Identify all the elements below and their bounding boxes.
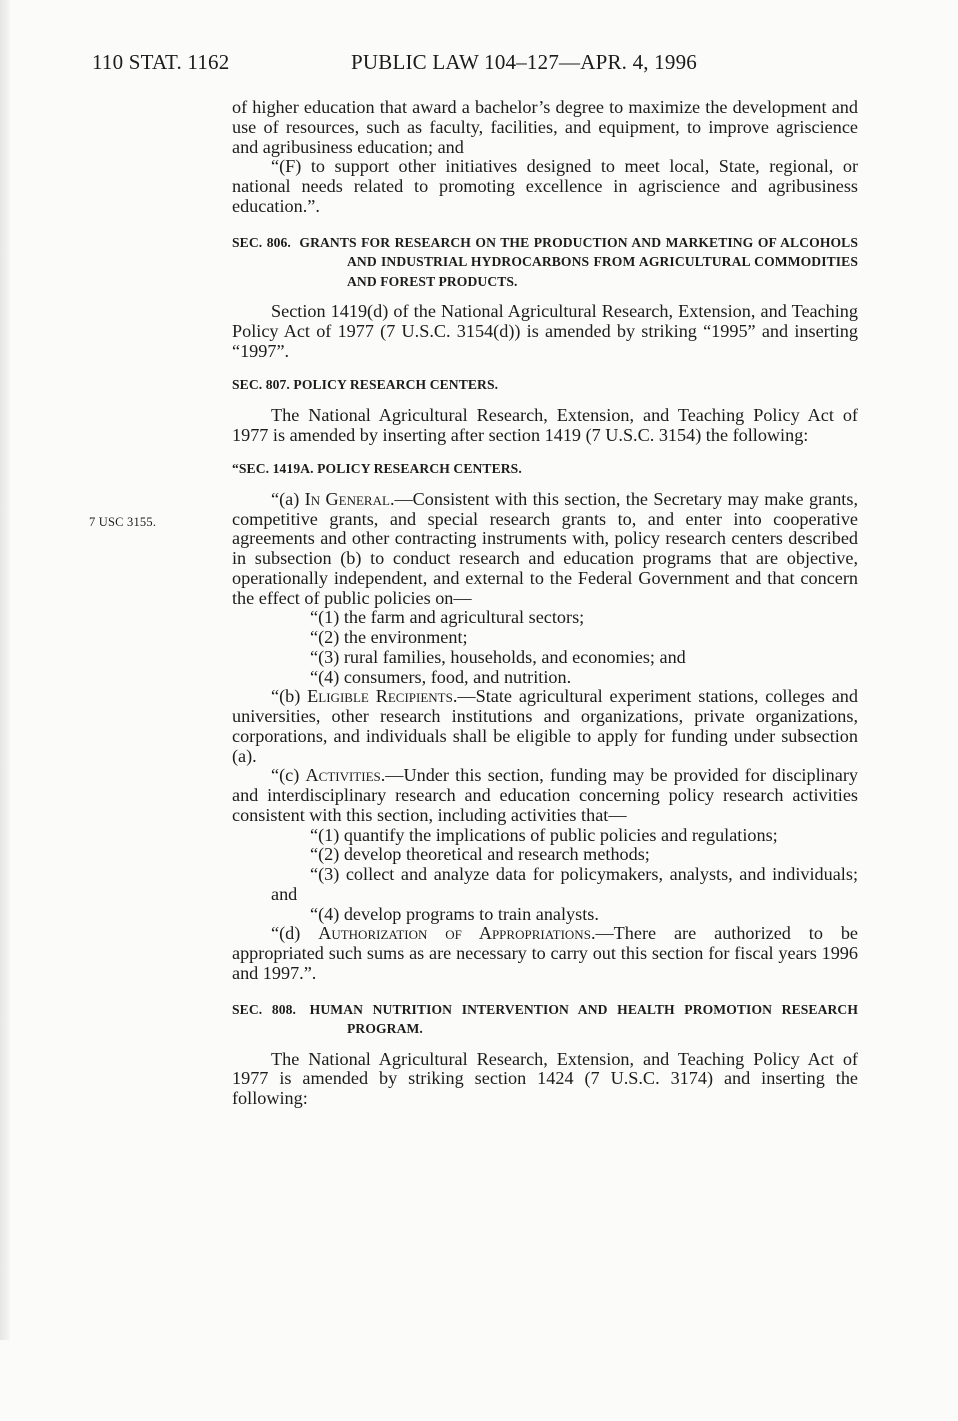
section-1419a-heading: “SEC. 1419A. POLICY RESEARCH CENTERS. xyxy=(232,461,522,477)
section-808-title: HUMAN NUTRITION INTERVENTION AND HEALTH PROMOTION RESEARCH PROGRAM. xyxy=(309,1001,858,1036)
subsection-c-text: .—Under this section, funding may be provided for disciplinary and interdisciplinary research and education concerning policy research activities consistent with this section, including activities that— xyxy=(232,765,859,825)
subsection-d-caption: Authorization of Appropriations xyxy=(318,923,591,944)
page-edge-shadow xyxy=(0,0,10,1340)
subsection-c-item-1: “(1) quantify the implications of public policies and regulations; xyxy=(310,824,778,845)
subsection-a-caption: In General xyxy=(304,488,390,509)
section-806-number: SEC. 806. xyxy=(232,234,291,250)
paragraph-f: “(F) to support other initiatives designed to meet local, State, regional, or national needs related to promoting excellence in agriscience and agribusiness education.”. xyxy=(232,156,858,216)
subsection-c-item-3: “(3) collect and analyze data for policymakers, analysts, and individuals; and xyxy=(271,864,858,904)
subsection-a-open: “(a) xyxy=(271,488,305,509)
section-808-text: The National Agricultural Research, Extension, and Teaching Policy Act of 1977 is amended by striking section 1424 (7 U.S.C. 3174) and inserting the following: xyxy=(232,1048,858,1108)
subsection-c-open: “(c) xyxy=(271,765,306,786)
subsection-c-item-4: “(4) develop programs to train analysts. xyxy=(310,903,599,924)
subsection-c-caption: Activities xyxy=(305,765,381,786)
subsection-d-text: .—There are authorized to be appropriated such sums as are necessary to carry out this section for fiscal years 1996 and 1997.”. xyxy=(232,923,858,983)
section-806-title: GRANTS FOR RESEARCH ON THE PRODUCTION AND MARKETING OF ALCOHOLS AND INDUSTRIAL HYDROCARBONS FROM AGRICULTURAL COMMODITIES AND FOREST PRODUCTS. xyxy=(299,234,858,289)
subsection-a-item-2: “(2) the environment; xyxy=(310,627,468,647)
margin-citation: 7 USC 3155. xyxy=(89,515,157,529)
subsection-c xyxy=(232,766,858,825)
subsection-a-item-4: “(4) consumers, food, and nutrition. xyxy=(310,666,572,687)
page-header xyxy=(92,50,892,80)
section-807-heading: SEC. 807. POLICY RESEARCH CENTERS. xyxy=(232,377,499,393)
subsection-b xyxy=(232,687,858,766)
body-text xyxy=(232,98,858,1109)
statute-page-number: 110 STAT. 1162 xyxy=(92,50,230,74)
section-806-text: Section 1419(d) of the National Agricultural Research, Extension, and Teaching Policy Act of 1977 (7 U.S.C. 3154(d)) is amended by striking “1995” and inserting “1997”. xyxy=(232,301,858,361)
subsection-a-text: .—Consistent with this section, the Secretary may make grants, competitive grants, and special research grants to, and enter into cooperative agreements and other contracting instruments with, policy research centers described in subsection (b) to conduct research and education programs that are objective, operationally independent, and external to the Federal Government and that concern the effect of public policies on— xyxy=(232,488,858,608)
subsection-b-open: “(b) xyxy=(271,686,308,707)
section-806-heading xyxy=(232,233,858,292)
subsection-c-item-2: “(2) develop theoretical and research methods; xyxy=(310,844,650,865)
section-807-text: The National Agricultural Research, Extension, and Teaching Policy Act of 1977 is amended by inserting after section 1419 (7 U.S.C. 3154) the following: xyxy=(232,404,858,445)
subsection-b-caption: Eligible Recipients xyxy=(307,686,453,707)
public-law-citation: PUBLIC LAW 104–127—APR. 4, 1996 xyxy=(351,50,697,74)
section-808-number: SEC. 808. xyxy=(232,1001,297,1017)
section-808-heading xyxy=(232,1000,858,1039)
subsection-b-text: .—State agricultural experiment stations, colleges and universities, other research institutions and organizations, private organizations, corporations, and individuals shall be eligible to apply for funding under subsection (a). xyxy=(232,686,858,766)
subsection-d-open: “(d) xyxy=(271,923,319,944)
subsection-a xyxy=(232,490,858,609)
paragraph-continuation: of higher education that award a bachelor’s degree to maximize the development and use of resources, such as faculty, facilities, and equipment, to improve agriscience and agribusiness education; and xyxy=(232,97,858,157)
subsection-a-item-1: “(1) the farm and agricultural sectors; xyxy=(310,607,585,628)
subsection-a-item-3: “(3) rural families, households, and economies; and xyxy=(310,646,686,667)
subsection-d xyxy=(232,924,858,983)
